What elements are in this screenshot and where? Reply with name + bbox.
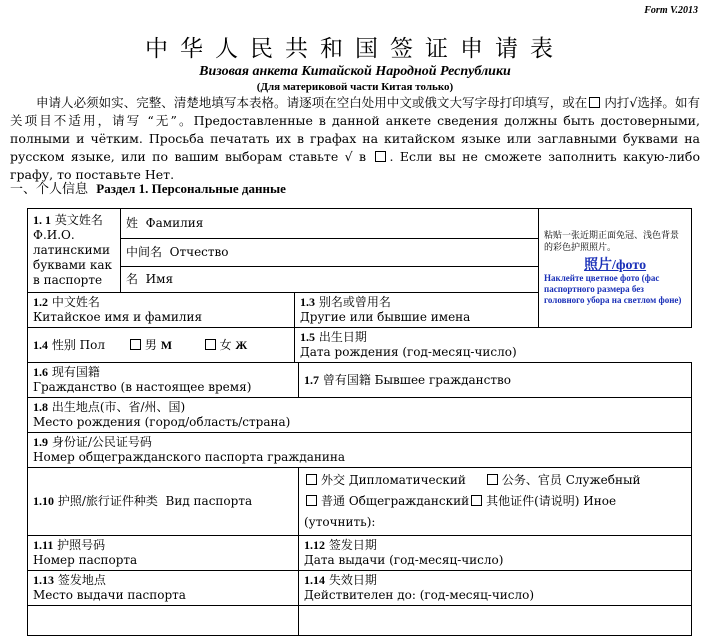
- former-nationality-field[interactable]: 1.7 曾有国籍 Бывшее гражданство: [299, 363, 692, 398]
- expiry-date-field[interactable]: 1.14 失效日期 Действителен до: (год-месяц-число): [299, 571, 692, 606]
- photo-label: 照片/фото: [583, 258, 647, 273]
- sex-field: 1.4 性别 Пол 男 М 女 Ж: [28, 328, 295, 363]
- checkbox-icon: [589, 97, 600, 108]
- checkbox-icon: [375, 151, 386, 162]
- other-names-field[interactable]: 1.3 别名或曾用名 Другие или бывшие имена: [295, 293, 539, 328]
- passport-other-checkbox[interactable]: [471, 495, 482, 506]
- surname-field[interactable]: 姓 Фамилия: [121, 209, 539, 239]
- passport-type-options: 外交 Дипломатический 公务、官员 Служебный 普通 Общегражданский 其他证件(请说明) Иное (уточнить):: [299, 468, 692, 536]
- instructions-cn-1: 申请人必须如实、完整、清楚地填写本表格。请逐项在空白处用中文或俄文大写字母打印填写，或在: [36, 95, 588, 110]
- section-heading: [10, 178, 286, 197]
- date-of-birth-field[interactable]: 1.5 出生日期 Дата рождения (год-месяц-число): [295, 328, 692, 363]
- section-heading-cn: 一、个人信息: [10, 182, 89, 197]
- instructions: [10, 94, 700, 184]
- instructions-cn-2: 内打√选择。如有关项目不适用，请写 “无”。: [10, 95, 700, 128]
- passport-service-checkbox[interactable]: [487, 474, 498, 485]
- form-title-russian: Визовая анкета Китайской Народной Республики: [199, 64, 511, 79]
- instructions-ru-1: Предоставленные в данной анкете сведения должны быть достоверными, полными и чётким. Просьба печатать их в графах на китайском языке или заглавными буквами на русском языке, или по вашим выборам ставьте √ в: [10, 113, 700, 164]
- place-of-birth-field[interactable]: 1.8 出生地点(市、省/州、国) Место рождения (город/область/страна): [28, 398, 692, 433]
- middle-name-field[interactable]: 中间名 Отчество: [121, 239, 539, 267]
- photo-instruction-ru: Наклейте цветное фото (фас паспортного размера без головного убора на светлом фоне): [544, 273, 682, 305]
- form-number: Form V.2013: [644, 5, 698, 16]
- passport-ordinary-checkbox[interactable]: [306, 495, 317, 506]
- photo-instruction-cn: 粘贴一张近期正面免冠、浅色背景的彩色护照照片。: [544, 231, 680, 253]
- place-of-issue-field[interactable]: 1.13 签发地点 Место выдачи паспорта: [28, 571, 299, 606]
- passport-diplomatic-checkbox[interactable]: [306, 474, 317, 485]
- next-row-field: [28, 606, 299, 636]
- form-title-chinese: 中华人民共和国签证申请表: [145, 36, 565, 62]
- passport-number-field[interactable]: 1.11 护照号码 Номер паспорта: [28, 536, 299, 571]
- sex-male-checkbox[interactable]: [130, 339, 141, 350]
- issue-date-field[interactable]: 1.12 签发日期 Дата выдачи (год-месяц-число): [299, 536, 692, 571]
- national-id-field[interactable]: 1.9 身份证/公民证号码 Номер общегражданского паспорта гражданина: [28, 433, 692, 468]
- section-heading-ru: Раздел 1. Персональные данные: [96, 181, 286, 196]
- form-subtitle: (Для материковой части Китая только): [256, 81, 454, 93]
- sex-female-checkbox[interactable]: [205, 339, 216, 350]
- next-row-field: [299, 606, 692, 636]
- current-nationality-field[interactable]: 1.6 现有国籍 Гражданство (в настоящее время): [28, 363, 299, 398]
- field-latin-name-label: 1. 1 英文姓名 Ф.И.О. латинскими буквами как в паспорте: [28, 209, 121, 293]
- instructions-ru-2: . Если вы не сможете заполнить какую-либо графу, то поставьте Нет.: [10, 149, 700, 182]
- photo-box[interactable]: [539, 209, 692, 328]
- passport-type-label: 1.10 护照/旅行证件种类 Вид паспорта: [28, 468, 299, 536]
- chinese-name-field[interactable]: 1.2 中文姓名 Китайское имя и фамилия: [28, 293, 295, 328]
- personal-data-table: [27, 208, 692, 636]
- given-name-field[interactable]: 名 Имя: [121, 267, 539, 293]
